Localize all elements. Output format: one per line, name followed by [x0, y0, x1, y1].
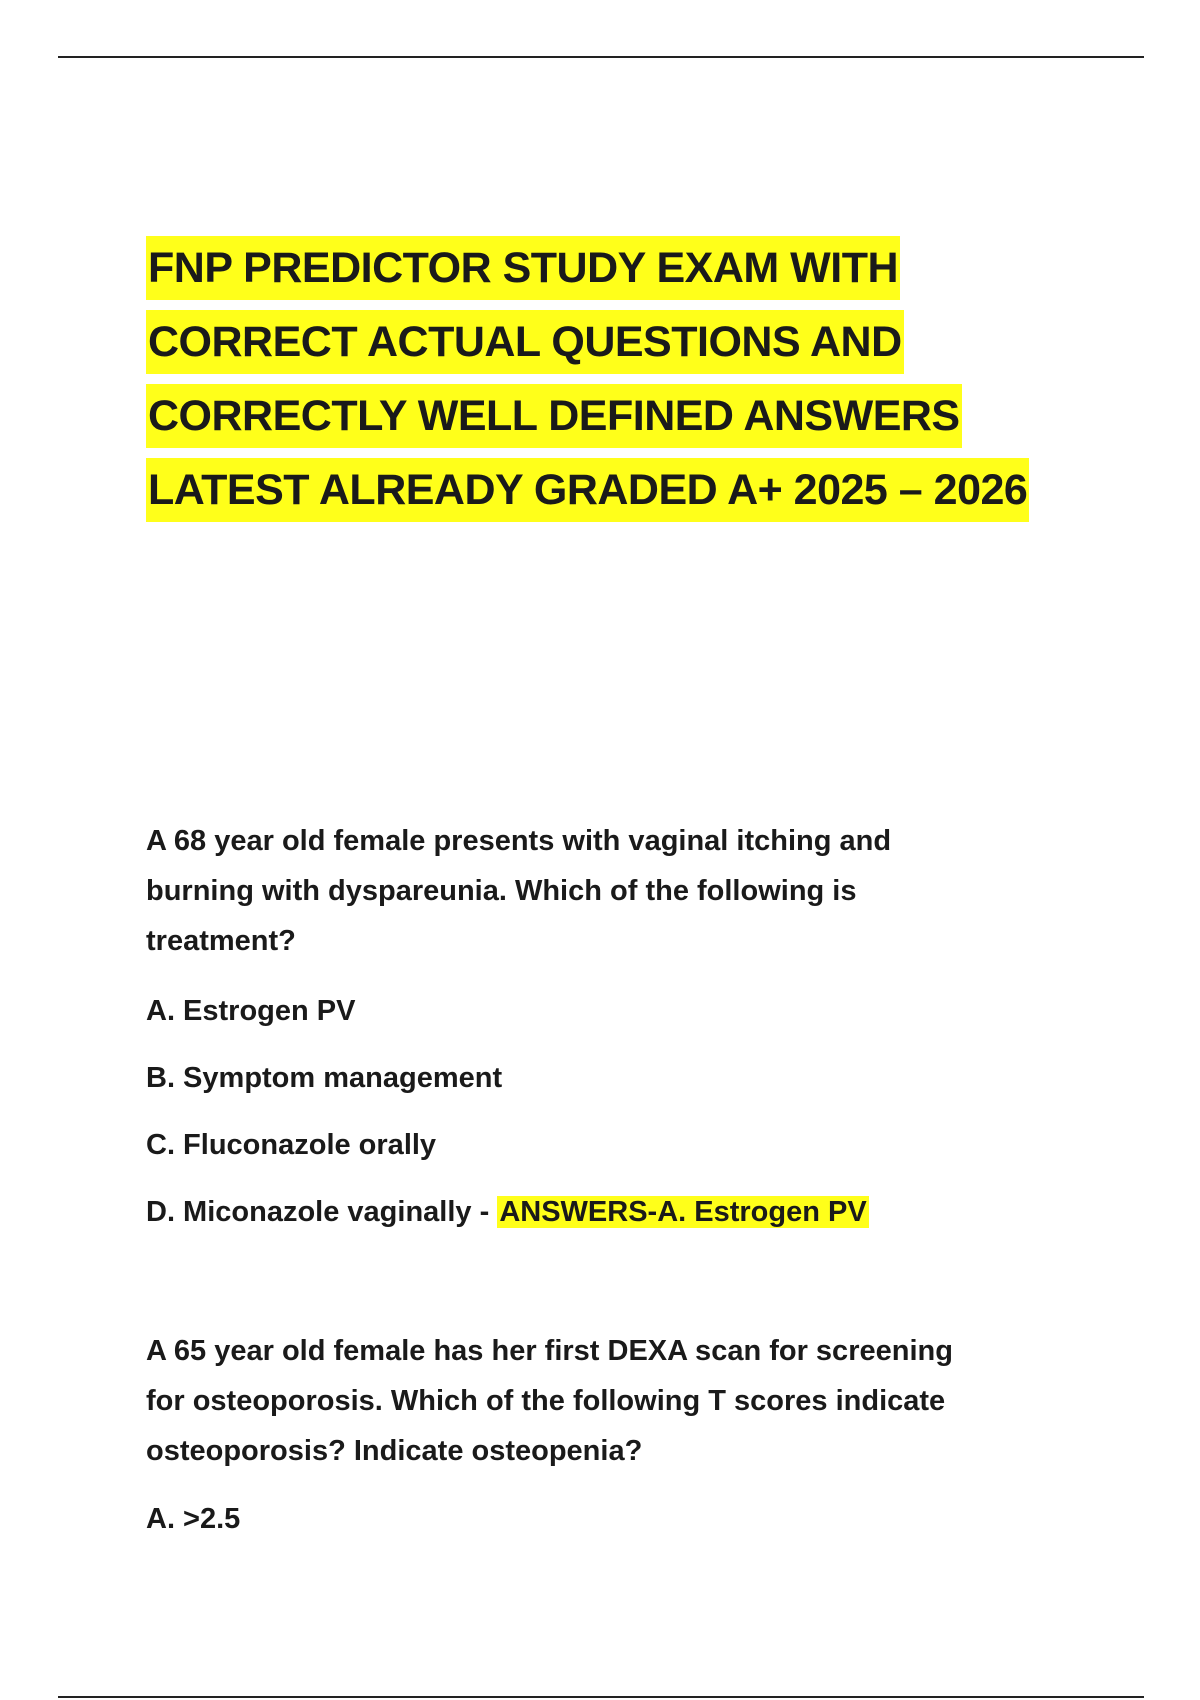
question-2-options [146, 1494, 1046, 1561]
question-1-option-d: D. Miconazole vaginally - ANSWERS-A. Estrogen PV [146, 1196, 867, 1228]
question-1-stem-line: A 68 year old female presents with vaginal itching and [146, 825, 892, 857]
title-line: CORRECT ACTUAL QUESTIONS AND [146, 310, 1146, 374]
title-line: LATEST ALREADY GRADED A+ 2025 – 2026 [146, 458, 1146, 522]
question-1-stem [146, 816, 1046, 966]
question-1-option-a: A. Estrogen PV [146, 995, 356, 1027]
question-1-option-b: B. Symptom management [146, 1062, 503, 1094]
bottom-rule [58, 1696, 1144, 1698]
document-title [146, 236, 1146, 532]
title-line: FNP PREDICTOR STUDY EXAM WITH [146, 236, 1146, 300]
question-1-stem-line: treatment? [146, 925, 296, 957]
question-2-stem-line: for osteoporosis. Which of the following T scores indicate [146, 1385, 946, 1417]
question-1-answer: ANSWERS-A. Estrogen PV [499, 1196, 867, 1228]
question-2-option-a: A. >2.5 [146, 1503, 241, 1535]
question-2-stem-line: osteoporosis? Indicate osteopenia? [146, 1435, 643, 1467]
question-1-option-c: C. Fluconazole orally [146, 1129, 437, 1161]
question-2-stem [146, 1326, 1046, 1476]
top-rule [58, 56, 1144, 58]
question-1-options [146, 986, 1046, 1254]
question-2-stem-line: A 65 year old female has her first DEXA scan for screening [146, 1335, 953, 1367]
question-1-stem-line: burning with dyspareunia. Which of the following is [146, 875, 857, 907]
title-line: CORRECTLY WELL DEFINED ANSWERS [146, 384, 1146, 448]
